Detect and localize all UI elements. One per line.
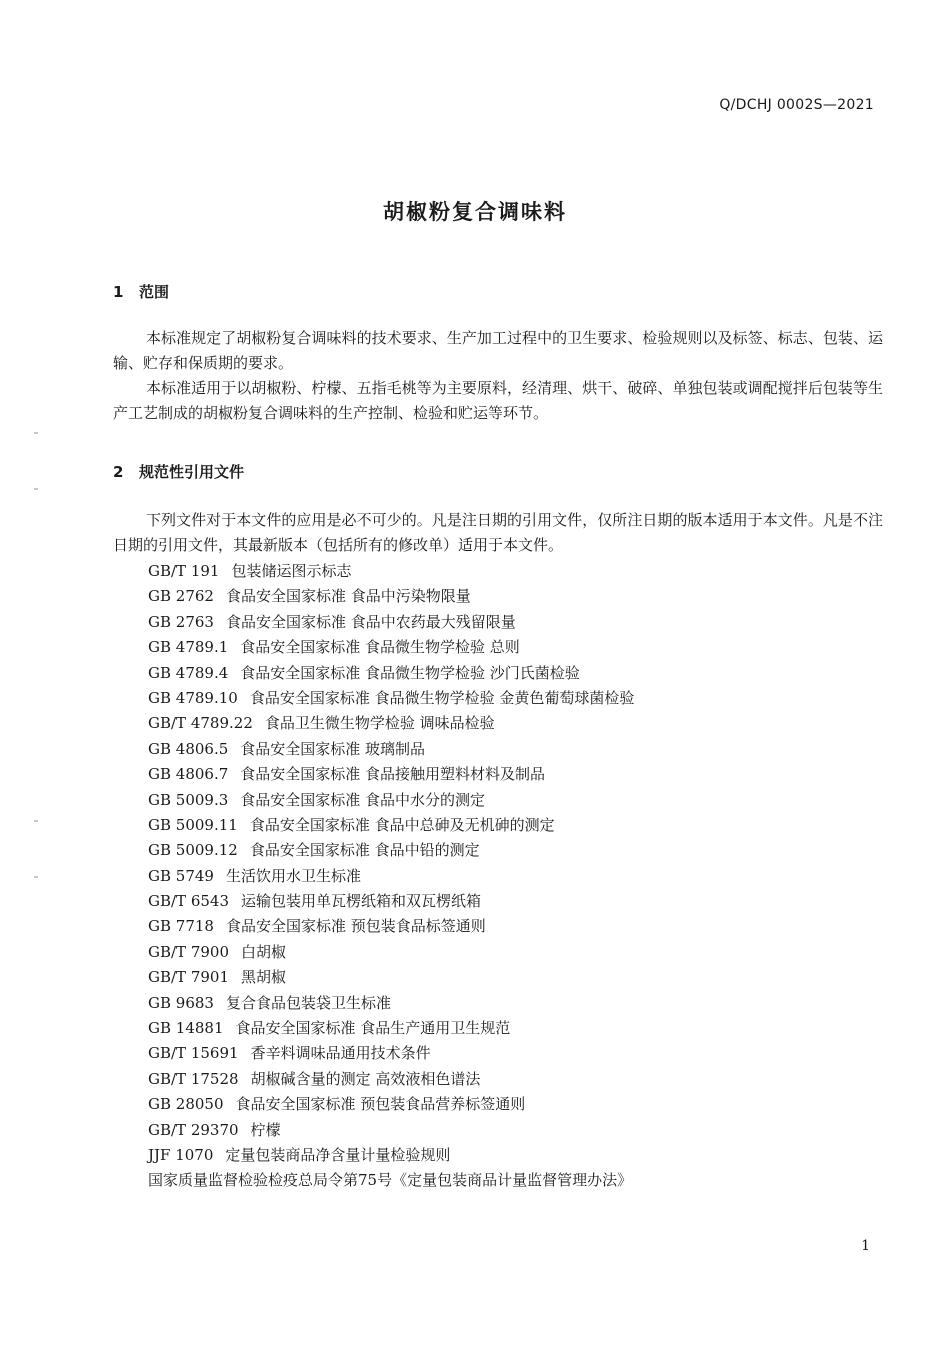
reference-code: GB/T 6543 (148, 892, 230, 911)
reference-item (148, 1118, 634, 1143)
section-title: 范围 (139, 283, 170, 301)
reference-code: GB 9683 (148, 993, 214, 1012)
reference-item (148, 737, 634, 762)
reference-code: GB/T 191 (148, 562, 220, 580)
scan-margin-mark (34, 876, 38, 878)
reference-code: GB 2762 (148, 587, 214, 606)
reference-title: 胡椒碱含量的测定 高效液相色谱法 (250, 1069, 481, 1088)
reference-title: 食品安全国家标准 预包装食品营养标签通则 (235, 1095, 526, 1114)
reference-title: 食品卫生微生物学检验 调味品检验 (264, 714, 495, 733)
section-number: 1 (113, 283, 124, 301)
document-title: 胡椒粉复合调味料 (383, 200, 567, 224)
reference-item (148, 661, 634, 686)
reference-code: GB 2763 (148, 612, 214, 631)
reference-title: 食品安全国家标准 食品中总砷及无机砷的测定 (249, 815, 555, 834)
reference-title: 香辛料调味品通用技术条件 (250, 1044, 431, 1063)
section-1-paragraph-1: 本标准规定了胡椒粉复合调味料的技术要求、生产加工过程中的卫生要求、检验规则以及标签、标志、包装、运输、贮存和保质期的要求。 (113, 329, 883, 372)
scan-margin-mark (34, 488, 38, 490)
reference-title: 柠檬 (250, 1120, 281, 1139)
reference-item (148, 1041, 634, 1066)
reference-item (148, 889, 634, 914)
reference-code: GB 7718 (148, 917, 214, 936)
reference-title: 食品安全国家标准 食品接触用塑料材料及制品 (240, 765, 546, 784)
reference-item (148, 1016, 634, 1041)
reference-title: 食品安全国家标准 食品微生物学检验 总则 (240, 638, 520, 657)
reference-title: 包装储运图示标志 (231, 562, 352, 580)
reference-title: 国家质量监督检验检疫总局令第75号《定量包装商品计量监督管理办法》 (148, 1171, 633, 1190)
section-title: 规范性引用文件 (139, 463, 245, 481)
reference-code: GB 28050 (148, 1095, 224, 1114)
reference-code: GB 4806.5 (148, 739, 229, 758)
reference-item (148, 991, 634, 1016)
reference-item (148, 686, 634, 711)
page-number: 1 (861, 1238, 870, 1254)
reference-code: GB/T 7901 (148, 968, 230, 987)
reference-item (148, 584, 634, 609)
reference-code: GB 5009.3 (148, 790, 229, 809)
reference-item (148, 914, 634, 939)
reference-title: 运输包装用单瓦楞纸箱和双瓦楞纸箱 (241, 892, 482, 911)
reference-code: GB/T 29370 (148, 1120, 239, 1139)
reference-item (148, 838, 634, 863)
reference-item (148, 762, 634, 787)
reference-code: GB 4806.7 (148, 765, 229, 784)
reference-item (148, 635, 634, 660)
reference-title: 黑胡椒 (241, 968, 287, 987)
standard-code: Q/DCHJ 0002S—2021 (719, 97, 874, 113)
reference-item (148, 813, 634, 838)
reference-code: GB/T 7900 (148, 942, 230, 961)
reference-title: 复合食品包装袋卫生标准 (225, 993, 391, 1012)
reference-item (148, 711, 634, 736)
section-2-paragraph-1: 下列文件对于本文件的应用是必不可少的。凡是注日期的引用文件，仅所注日期的版本适用于本文件。凡是不注日期的引用文件，其最新版本（包括所有的修改单）适用于本文件。 (113, 511, 883, 554)
reference-title: 食品安全国家标准 食品微生物学检验 金黄色葡萄球菌检验 (249, 688, 635, 707)
reference-title: 食品安全国家标准 食品中铅的测定 (249, 841, 480, 860)
reference-item (148, 965, 634, 990)
reference-code: GB 4789.4 (148, 663, 229, 682)
reference-title: 食品安全国家标准 食品微生物学检验 沙门氏菌检验 (240, 663, 580, 682)
reference-item (148, 1168, 634, 1193)
reference-code: GB 5009.11 (148, 815, 238, 834)
reference-code: GB/T 4789.22 (148, 714, 253, 733)
reference-code: GB 4789.10 (148, 688, 238, 707)
reference-code: GB/T 17528 (148, 1069, 239, 1088)
reference-item (148, 1067, 634, 1092)
reference-code: GB 14881 (148, 1019, 224, 1038)
reference-title: 食品安全国家标准 食品生产通用卫生规范 (235, 1019, 511, 1038)
reference-item (148, 864, 634, 889)
reference-item (148, 610, 634, 635)
section-1-paragraph-2: 本标准适用于以胡椒粉、柠檬、五指毛桃等为主要原料，经清理、烘干、破碎、单独包装或调配搅拌后包装等生产工艺制成的胡椒粉复合调味料的生产控制、检验和贮运等环节。 (113, 379, 883, 422)
reference-item (148, 788, 634, 813)
reference-title: 食品安全国家标准 玻璃制品 (240, 739, 426, 758)
reference-item (148, 940, 634, 965)
reference-title: 白胡椒 (241, 942, 287, 961)
scan-margin-mark (34, 820, 38, 822)
reference-title: 食品安全国家标准 食品中污染物限量 (225, 587, 471, 606)
scan-margin-mark (34, 432, 38, 434)
reference-title: 定量包装商品净含量计量检验规则 (225, 1145, 451, 1164)
reference-code: GB 4789.1 (148, 638, 229, 657)
section-number: 2 (113, 463, 124, 481)
section-1-heading (113, 281, 169, 302)
reference-title: 生活饮用水卫生标准 (225, 866, 361, 885)
reference-code: GB/T 15691 (148, 1044, 239, 1063)
reference-title: 食品安全国家标准 食品中农药最大残留限量 (225, 612, 516, 631)
section-2-heading (113, 461, 244, 482)
reference-title: 食品安全国家标准 预包装食品标签通则 (225, 917, 486, 936)
reference-title: 食品安全国家标准 食品中水分的测定 (240, 790, 486, 809)
reference-code: JJF 1070 (148, 1145, 214, 1164)
reference-item (148, 559, 634, 584)
reference-item (148, 1143, 634, 1168)
reference-list (148, 559, 634, 1194)
reference-code: GB 5749 (148, 866, 214, 885)
reference-code: GB 5009.12 (148, 841, 238, 860)
reference-item (148, 1092, 634, 1117)
